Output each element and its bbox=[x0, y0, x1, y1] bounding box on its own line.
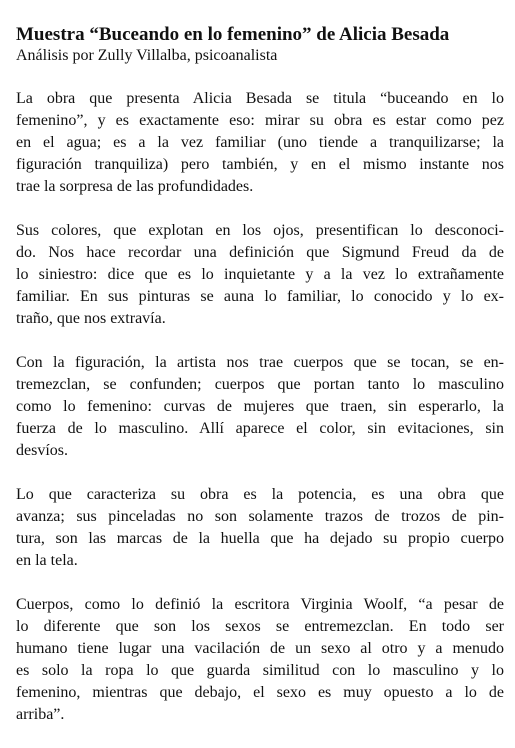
paragraph-line: La obra que presenta Alicia Besada se titula “buceando en lo bbox=[16, 90, 504, 107]
paragraph-line: Cuerpos, como lo definió la escritora Virginia Woolf, “a pesar de bbox=[16, 596, 504, 613]
paragraph-line: femenino, mientras que debajo, el sexo es muy opuesto a lo de bbox=[16, 684, 504, 701]
paragraph-line: Lo que caracteriza su obra es la potencia, es una obra que bbox=[16, 486, 504, 503]
paragraph-line: lo diferente que son los sexos se entremezclan. En todo ser bbox=[16, 618, 504, 635]
paragraph-line: tremezclan, se confunden; cuerpos que portan tanto lo masculino bbox=[16, 376, 504, 393]
paragraph-1 bbox=[16, 88, 504, 198]
paragraph-line: avanza; sus pinceladas no son solamente trazos de trozos de pin- bbox=[16, 508, 504, 525]
paragraph-line: traño, que nos extravía. bbox=[16, 310, 166, 327]
paragraph-line: arriba”. bbox=[16, 706, 65, 723]
document-subtitle: Análisis por Zully Villalba, psicoanalista bbox=[16, 47, 278, 64]
paragraph-line: en la tela. bbox=[16, 552, 78, 569]
paragraph-line: do. Nos hace recordar una definición que Sigmund Freud da de bbox=[16, 244, 504, 261]
paragraph-line: tura, son las marcas de la huella que ha dejado su propio cuerpo bbox=[16, 530, 504, 547]
paragraph-line: lo siniestro: dice que es lo inquietante y a la vez lo extrañamente bbox=[16, 266, 504, 283]
paragraph-2 bbox=[16, 220, 504, 330]
paragraph-3 bbox=[16, 352, 504, 462]
paragraph-line: es solo la ropa lo que guarda similitud con lo masculino y lo bbox=[16, 662, 504, 679]
paragraph-line: desvíos. bbox=[16, 442, 68, 459]
paragraph-line: Con la figuración, la artista nos trae cuerpos que se tocan, se en- bbox=[16, 354, 504, 371]
paragraph-line: en el agua; es a la vez familiar (uno tiende a tranquilizarse; la bbox=[16, 134, 504, 151]
paragraph-line: Sus colores, que explotan en los ojos, presentifican lo desconoci- bbox=[16, 222, 504, 239]
paragraph-line: trae la sorpresa de las profundidades. bbox=[16, 178, 254, 195]
paragraph-4 bbox=[16, 484, 504, 572]
paragraph-line: figuración tranquiliza) pero también, y en el mismo instante nos bbox=[16, 156, 504, 173]
document-title: Muestra “Buceando en lo femenino” de Alicia Besada bbox=[16, 24, 450, 45]
paragraph-line: humano tiene lugar una vacilación de un sexo al otro y a menudo bbox=[16, 640, 504, 657]
paragraph-line: como lo femenino: curvas de mujeres que traen, sin esperarlo, la bbox=[16, 398, 504, 415]
paragraph-line: fuerza de lo masculino. Allí aparece el color, sin evitaciones, sin bbox=[16, 420, 504, 437]
document-page bbox=[16, 24, 504, 748]
paragraph-line: femenino”, y es exactamente eso: mirar su obra es estar como pez bbox=[16, 112, 504, 129]
paragraph-5 bbox=[16, 594, 504, 726]
paragraph-line: familiar. En sus pinturas se auna lo familiar, lo conocido y lo ex- bbox=[16, 288, 504, 305]
